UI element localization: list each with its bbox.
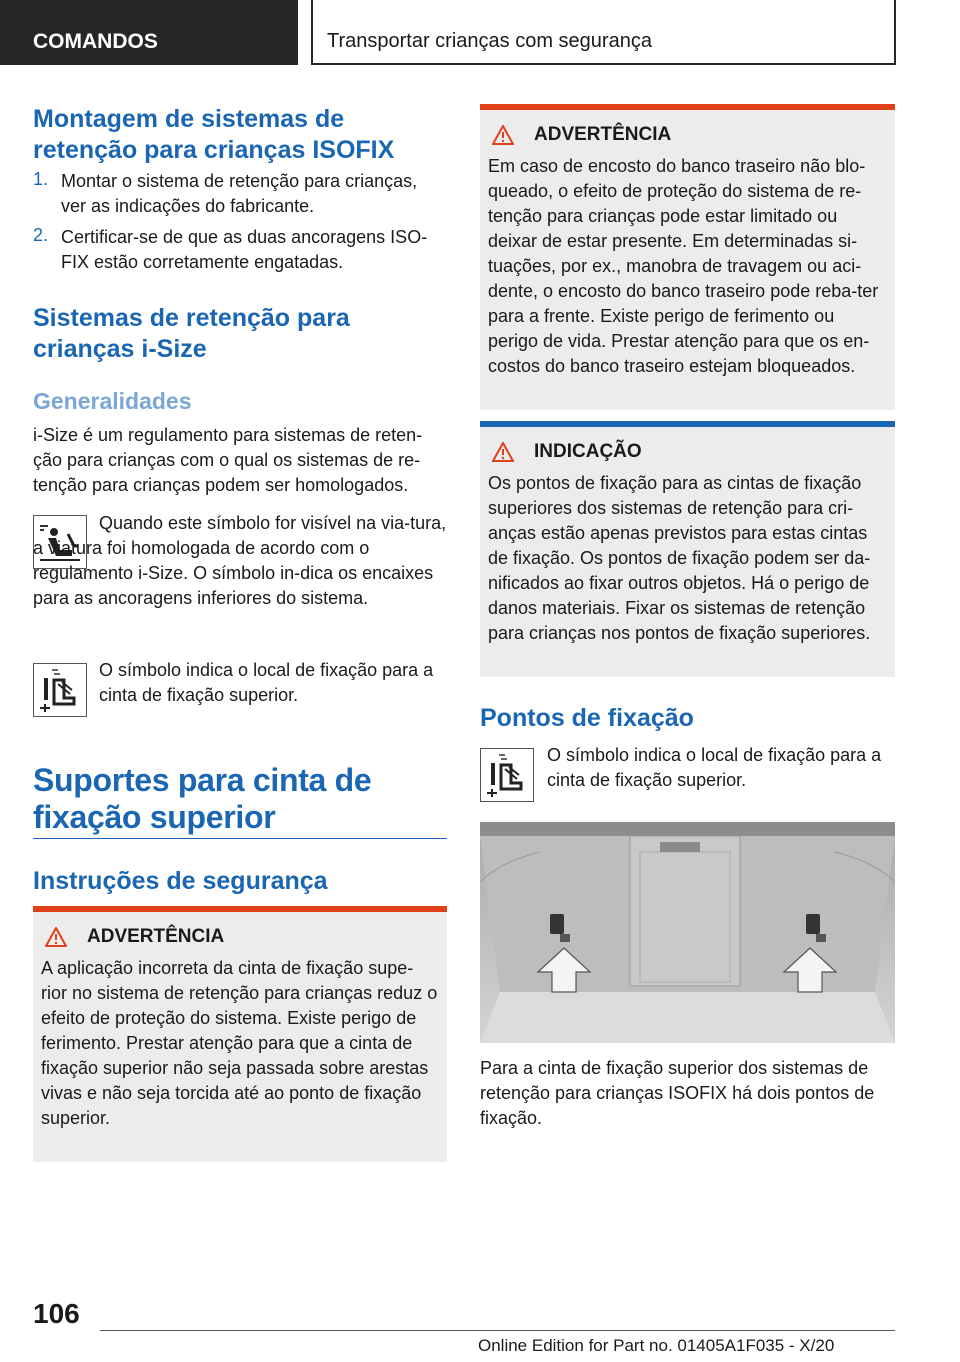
note-text: Os pontos de fixação para as cintas de fixação superiores dos sistemas de retenção para cri-anças estão apenas previstos para estas cintas de fixação. Os pontos de fixação podem ser da-nificados ao fixar outros objetos. Há o perigo de danos materiais. Fixar os sistemas de retenção para crianças nos pontos de fixação superiores. [488, 473, 871, 643]
warning-title [488, 124, 887, 146]
top-tether-heading: Suportes para cinta de fixação superior [33, 762, 372, 835]
points-symbol-text: O símbolo indica o local de fixação para a cinta de fixação superior. [547, 745, 882, 790]
warning-triangle-icon [492, 125, 514, 145]
step-text: Montar o sistema de retenção para crianças, ver as indicações do fabricante. [61, 171, 418, 216]
points-text: Para a cinta de fixação superior dos sistemas de retenção para crianças ISOFIX há dois pontos de fixação. [480, 1058, 875, 1128]
header-section-tab: COMANDOS [0, 0, 298, 65]
safety-heading: Instruções de segurança [33, 867, 328, 895]
step-number: 1. [33, 169, 49, 189]
cargo-area-photo [480, 822, 895, 1043]
warning-title-text: ADVERTÊNCIA [534, 124, 672, 145]
warning-title [41, 926, 439, 948]
symbol1-text: Quando este símbolo for visível na via-tura, a viatura foi homologada de acordo com o regulamento i-Size. O símbolo in-dica os encaixes para as ancoragens inferiores do sistema. [33, 513, 447, 608]
top-tether-icon [480, 748, 534, 802]
note-title [488, 441, 887, 463]
note-box [480, 421, 895, 677]
warning-text: Em caso de encosto do banco traseiro não blo-queado, o efeito de proteção do sistema de re-tenção para crianças pode estar limitado ou deixar de estar presente. Em determinadas si-tuações, por ex., manobra de travagem ou aci-dente, o encosto do banco traseiro pode reba-ter para a frente. Existe perigo de ferimento ou perigo de vida. Prestar atenção para que os en-costos do banco traseiro estejam bloqueados. [488, 156, 879, 376]
header-chapter-title: Transportar crianças com segurança [311, 0, 896, 65]
general-heading: Generalidades [33, 388, 192, 414]
general-text: i-Size é um regulamento para sistemas de reten-ção para crianças com o qual os sistemas de re-tenção para crianças podem ser homologados. [33, 425, 423, 495]
warning-title-text: ADVERTÊNCIA [87, 926, 225, 947]
top-tether-icon [33, 663, 87, 717]
left-warning-box [33, 906, 447, 1162]
warning-triangle-icon [45, 927, 67, 947]
note-title-text: INDICAÇÃO [534, 441, 642, 462]
points-heading: Pontos de fixação [480, 704, 694, 732]
symbol2-text: O símbolo indica o local de fixação para a cinta de fixação superior. [99, 660, 434, 705]
footer-edition: Online Edition for Part no. 01405A1F035 - X/20 [478, 1336, 835, 1355]
right-warning-box [480, 104, 895, 410]
isofix-steps [33, 169, 447, 281]
step-number: 2. [33, 225, 49, 245]
isize-heading: Sistemas de retenção para crianças i-Size [33, 304, 350, 363]
step-2 [33, 225, 447, 281]
step-1 [33, 169, 447, 225]
note-triangle-icon [492, 442, 514, 462]
warning-text: A aplicação incorreta da cinta de fixação supe-rior no sistema de retenção para crianças reduz o efeito de proteção do sistema. Existe perigo de ferimento. Prestar atenção para que a cinta de fixação superior não seja passada sobre arestas vivas e não seja torcida até ao ponto de fixação superior. [41, 958, 438, 1128]
footer-rule [100, 1330, 895, 1331]
page-number: 106 [33, 1298, 80, 1329]
isofix-heading: Montagem de sistemas de retenção para crianças ISOFIX [33, 105, 395, 164]
step-text: Certificar-se de que as duas ancoragens ISO-FIX estão corretamente engatadas. [61, 227, 428, 272]
heading-rule [33, 838, 447, 839]
